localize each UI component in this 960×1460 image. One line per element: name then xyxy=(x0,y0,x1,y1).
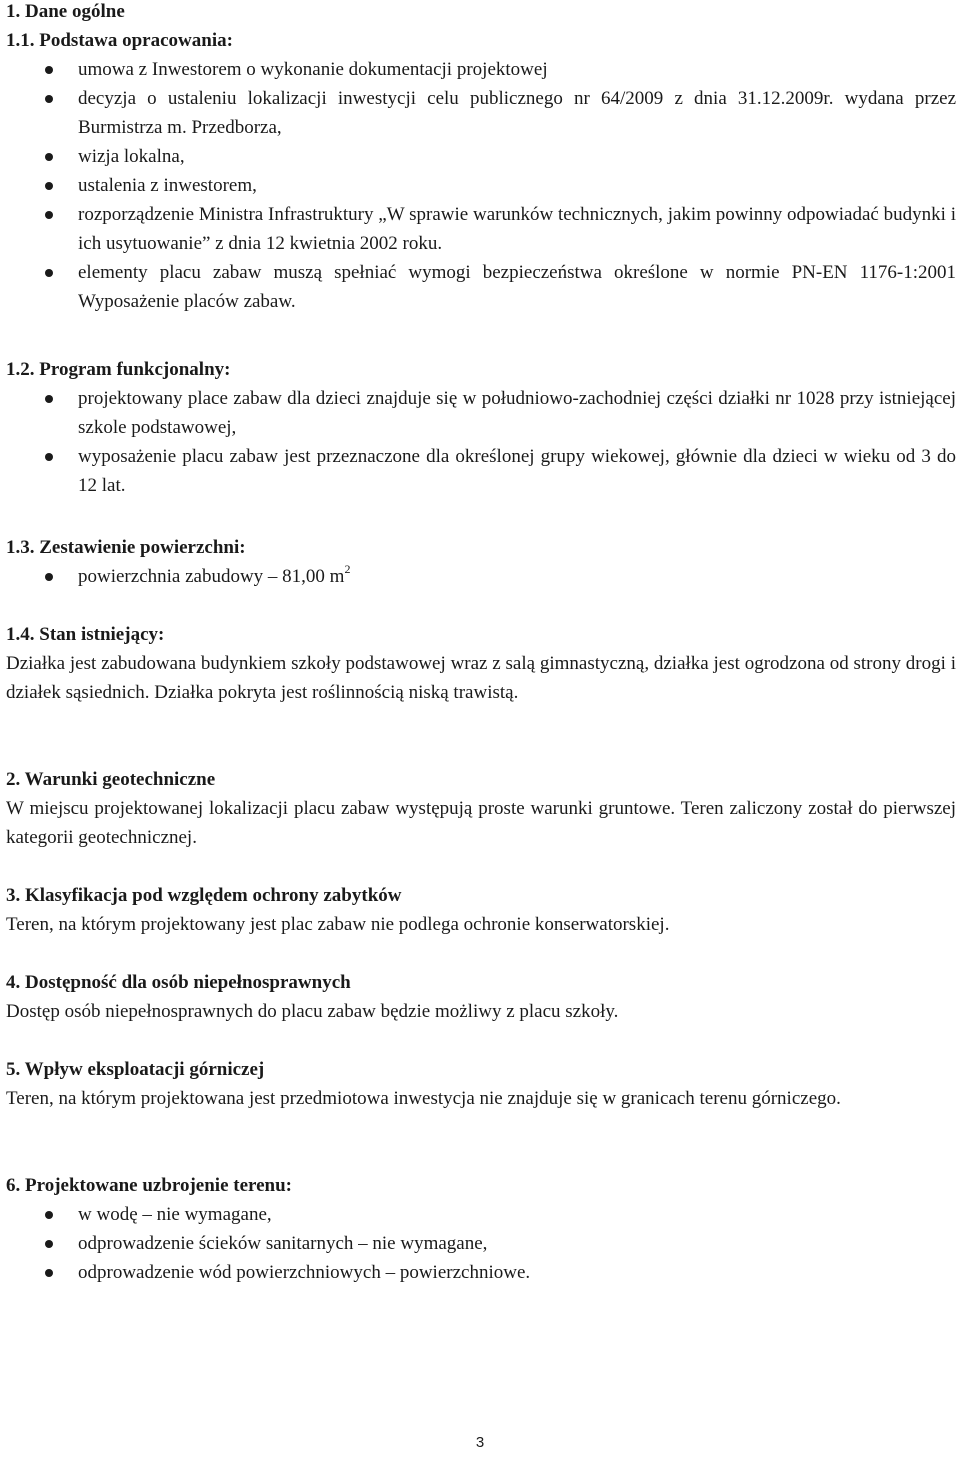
section-1-2 xyxy=(6,355,956,500)
paragraph-stan-istniejacy: Działka jest zabudowana budynkiem szkoły podstawowej wraz z salą gimnastyczną, działka jest ogrodzona od strony drogi i działek sąsiednich. Działka pokryta jest roślinnością niską trawistą. xyxy=(6,653,956,703)
heading-zestawienie-powierzchni: 1.3. Zestawienie powierzchni: xyxy=(6,537,246,558)
heading-dostepnosc: 4. Dostępność dla osób niepełnosprawnych xyxy=(6,972,351,993)
page-number: 3 xyxy=(475,1434,485,1451)
heading-podstawa-opracowania: 1.1. Podstawa opracowania: xyxy=(6,30,233,51)
bullet-icon xyxy=(45,1269,53,1277)
heading-uzbrojenie-terenu: 6. Projektowane uzbrojenie terenu: xyxy=(6,1175,293,1196)
section-4 xyxy=(6,968,956,1026)
bullet-icon xyxy=(45,395,53,403)
heading-dane-ogolne: 1. Dane ogólne xyxy=(6,1,125,22)
bullet-icon xyxy=(45,182,53,190)
paragraph-dostepnosc: Dostęp osób niepełnosprawnych do placu zabaw będzie możliwy z placu szkoły. xyxy=(6,1001,619,1022)
bullet-list-program xyxy=(6,384,956,500)
list-item: w wodę – nie wymagane, xyxy=(6,1200,956,1229)
list-item: projektowany place zabaw dla dzieci znajduje się w południowo-zachodniej części działki nr 1028 przy istniejącej szkole podstawowej, xyxy=(6,384,956,442)
bullet-icon xyxy=(45,211,53,219)
list-item: powierzchnia zabudowy – 81,00 $m^2$ xyxy=(6,562,956,591)
bullet-icon xyxy=(45,1240,53,1248)
section-6 xyxy=(6,1171,956,1287)
section-5 xyxy=(6,1055,956,1113)
bullet-icon xyxy=(45,1211,53,1219)
heading-program-funkcjonalny: 1.2. Program funkcjonalny: xyxy=(6,359,231,380)
bullet-icon xyxy=(45,66,53,74)
list-item: ustalenia z inwestorem, xyxy=(6,171,956,200)
section-3 xyxy=(6,881,956,939)
section-2 xyxy=(6,765,956,852)
section-1 xyxy=(6,0,956,316)
heading-warunki-geotechniczne: 2. Warunki geotechniczne xyxy=(6,769,216,790)
superscript: 2 xyxy=(344,562,351,576)
section-1-4 xyxy=(6,620,956,707)
list-item: umowa z Inwestorem o wykonanie dokumentacji projektowej xyxy=(6,55,956,84)
list-item: odprowadzenie ścieków sanitarnych – nie wymagane, xyxy=(6,1229,956,1258)
bullet-list-podstawa xyxy=(6,55,956,316)
heading-stan-istniejacy: 1.4. Stan istniejący: xyxy=(6,624,165,645)
bullet-icon xyxy=(45,453,53,461)
paragraph-wplyw-eksploatacji: Teren, na którym projektowana jest przedmiotowa inwestycja nie znajduje się w granicach terenu górniczego. xyxy=(6,1088,841,1109)
bullet-list-uzbrojenie xyxy=(6,1200,956,1287)
bullet-icon xyxy=(45,269,53,277)
list-item: wizja lokalna, xyxy=(6,142,956,171)
list-item: decyzja o ustaleniu lokalizacji inwestycji celu publicznego nr 64/2009 z dnia 31.12.2009r. wydana przez Burmistrza m. Przedborza, xyxy=(6,84,956,142)
list-item: elementy placu zabaw muszą spełniać wymogi bezpieczeństwa określone w normie PN-EN 1176-1:2001 Wyposażenie placów zabaw. xyxy=(6,258,956,316)
section-1-3 xyxy=(6,533,956,591)
bullet-icon xyxy=(45,153,53,161)
list-item: rozporządzenie Ministra Infrastruktury „W sprawie warunków technicznych, jakim powinny odpowiadać budynki i ich usytuowanie” z dnia 12 kwietnia 2002 roku. xyxy=(6,200,956,258)
paragraph-warunki-geotechniczne: W miejscu projektowanej lokalizacji placu zabaw występują proste warunki gruntowe. Teren zaliczony został do pierwszej kategorii geotechnicznej. xyxy=(6,798,956,848)
heading-klasyfikacja-zabytkow: 3. Klasyfikacja pod względem ochrony zabytków xyxy=(6,885,402,906)
heading-wplyw-eksploatacji: 5. Wpływ eksploatacji górniczej xyxy=(6,1059,265,1080)
bullet-icon xyxy=(45,573,53,581)
bullet-list-powierzchnia xyxy=(6,562,956,591)
paragraph-klasyfikacja-zabytkow: Teren, na którym projektowany jest plac zabaw nie podlega ochronie konserwatorskiej. xyxy=(6,914,670,935)
list-item: wyposażenie placu zabaw jest przeznaczone dla określonej grupy wiekowej, głównie dla dzieci w wieku od 3 do 12 lat. xyxy=(6,442,956,500)
list-item: odprowadzenie wód powierzchniowych – powierzchniowe. xyxy=(6,1258,956,1287)
bullet-icon xyxy=(45,95,53,103)
